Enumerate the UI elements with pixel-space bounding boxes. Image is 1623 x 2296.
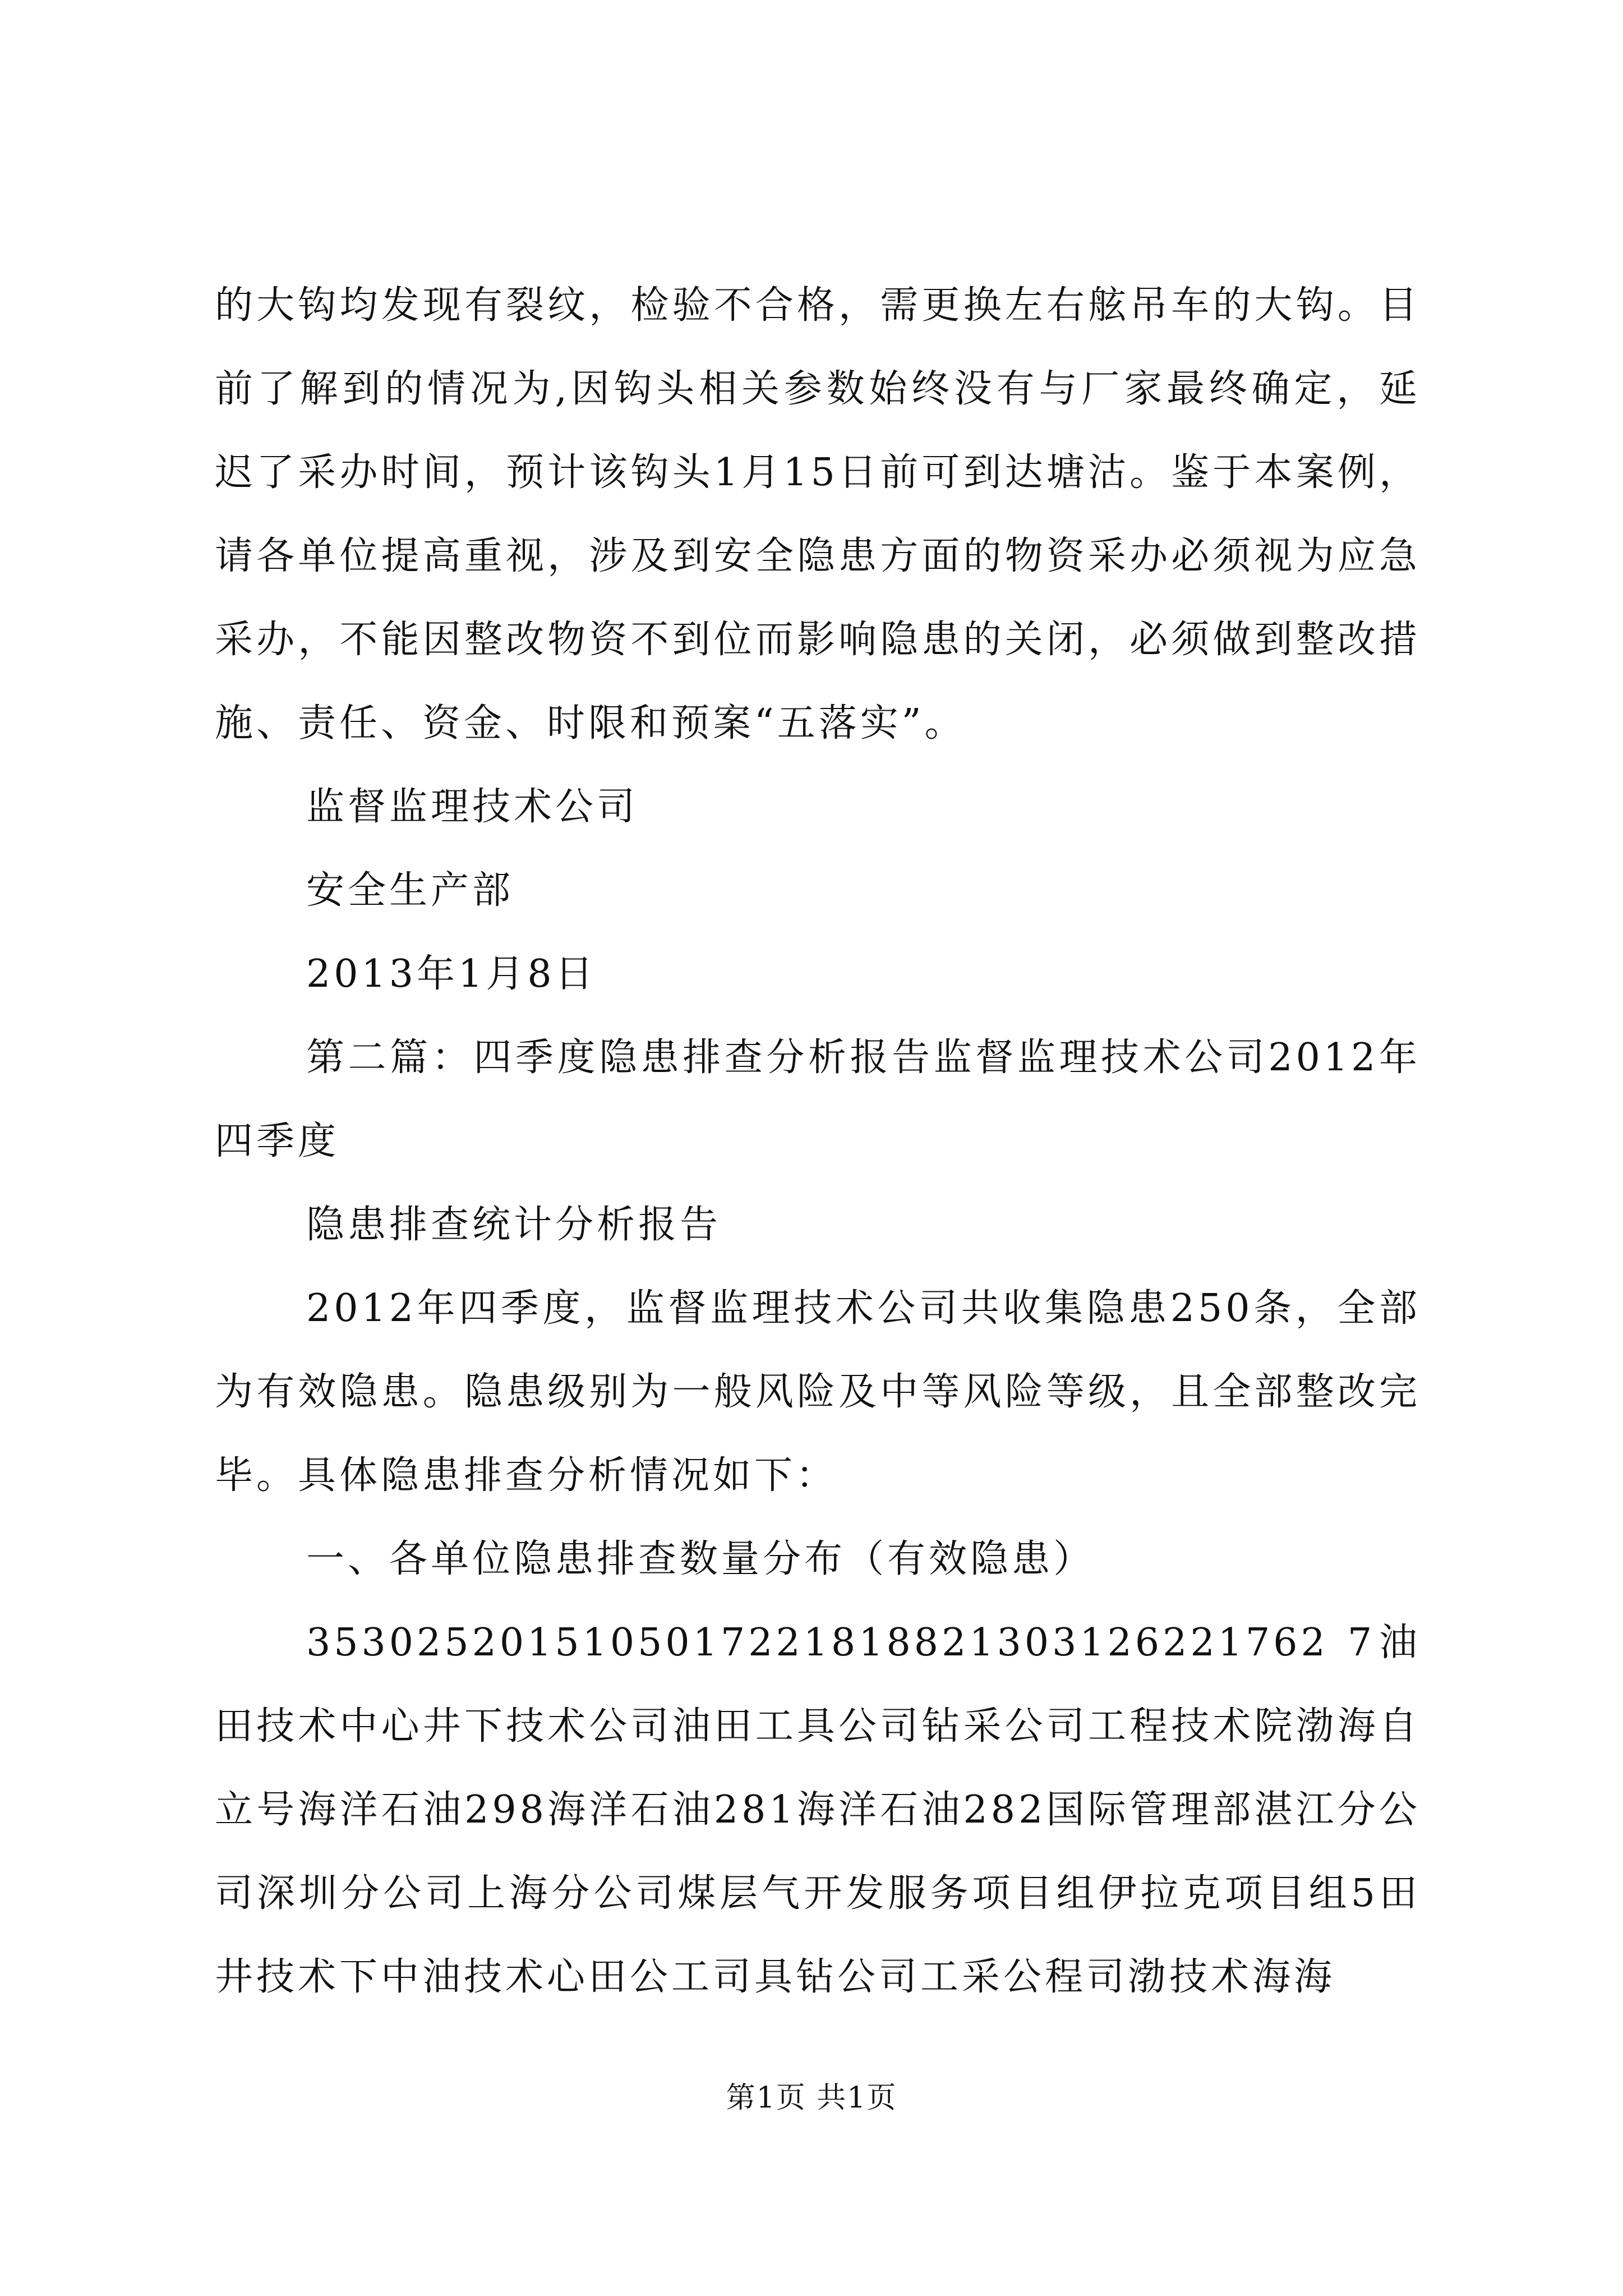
signature-department: 安全生产部 bbox=[306, 868, 514, 913]
document-body bbox=[215, 264, 1421, 2019]
paragraph-chart-residue: 3530252015105017221818821303126221762 7油田技术中心井下技术公司油田工具公司钻采公司工程技术院渤海自立号海洋石油298海洋石油281海洋石油282国际管理部湛江分公司深圳分公司上海分公司煤层气开发服务项目组伊拉克项目组5田井技术下中油技术心田公工司具钻公司工采公程司渤技术海海 bbox=[215, 1621, 1421, 1999]
paragraph-continuation: 的大钩均发现有裂纹，检验不合格，需更换左右舷吊车的大钩。目前了解到的情况为,因钩头相关参数始终没有与厂家最终确定，延迟了采办时间，预计该钩头1月15日前可到达塘沽。鉴于本案例，请各单位提高重视，涉及到安全隐患方面的物资采办必须视为应急采办，不能因整改物资不到位而影响隐患的关闭，必须做到整改措施、责任、资金、时限和预案“五落实”。 bbox=[215, 283, 1421, 746]
signature-company: 监督监理技术公司 bbox=[306, 785, 639, 829]
page-footer: 第1页 共1页 bbox=[726, 2081, 897, 2115]
report-title: 隐患排查统计分析报告 bbox=[306, 1203, 722, 1247]
section-heading: 第二篇：四季度隐患排查分析报告监督监理技术公司2012年四季度 bbox=[215, 1036, 1421, 1163]
paragraph-summary: 2012年四季度，监督监理技术公司共收集隐患250条，全部为有效隐患。隐患级别为一般风险及中等风险等级，且全部整改完毕。具体隐患排查分析情况如下： bbox=[215, 1286, 1421, 1498]
signature-date: 2013年1月8日 bbox=[306, 952, 597, 996]
subsection-heading: 一、各单位隐患排查数量分布（有效隐患） bbox=[306, 1537, 1095, 1581]
